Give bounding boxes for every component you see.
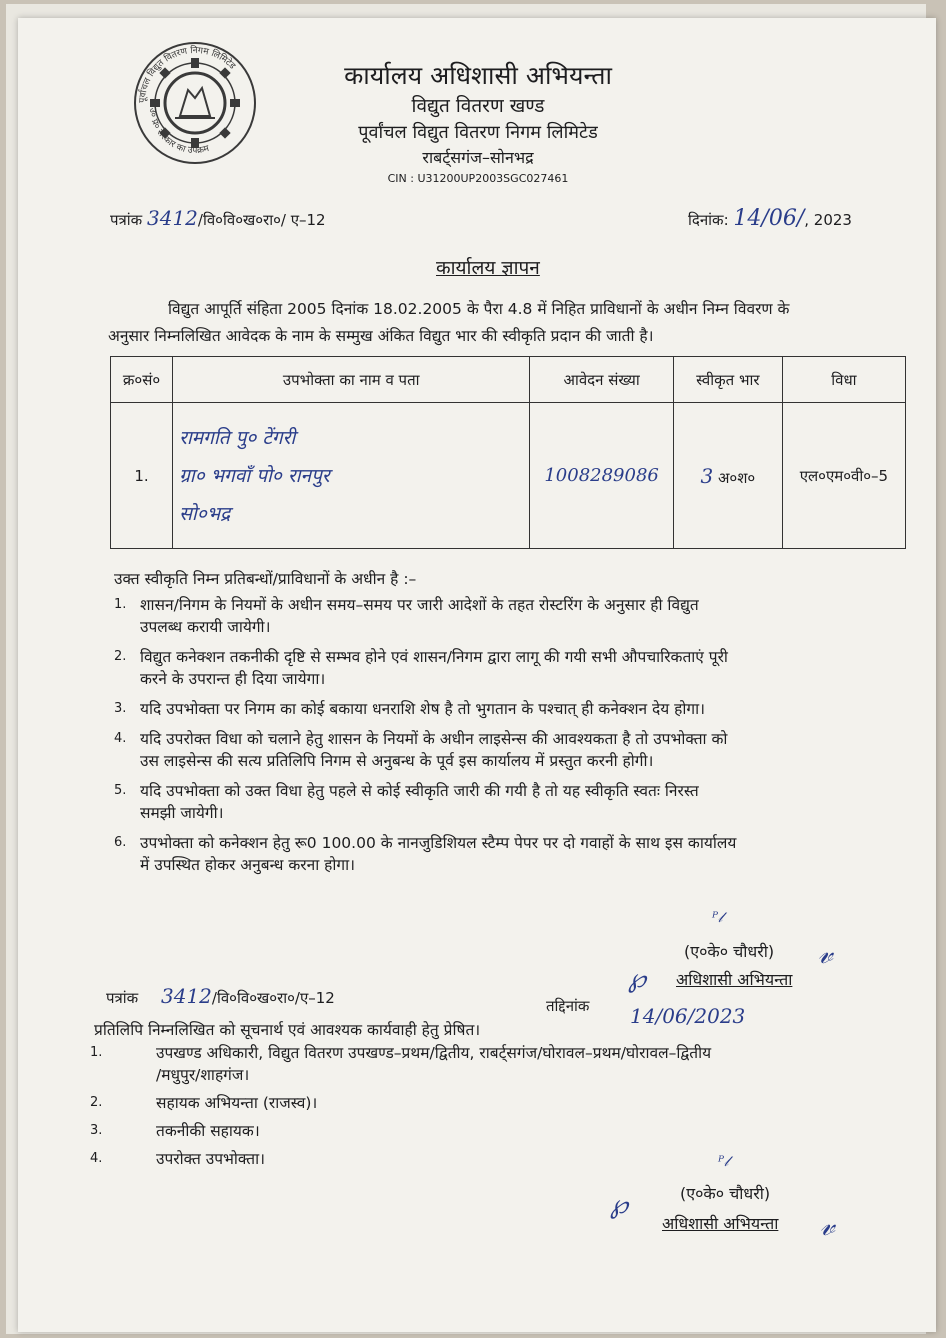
list-item-text bbox=[140, 728, 727, 772]
office-title: कार्यालय अधिशासी अभियन्ता bbox=[344, 61, 612, 90]
signature-block-1 bbox=[628, 910, 868, 1006]
list-item-number: 6. bbox=[114, 835, 127, 850]
conditions-title: उक्त स्वीकृति निम्न प्रतिबन्धों/प्राविधानों के अधीन है :– bbox=[114, 570, 417, 588]
list-item-number: 3. bbox=[114, 701, 127, 716]
ref2-label: पत्रांक bbox=[106, 989, 139, 1007]
copy-intro: प्रतिलिपि निम्नलिखित को सूचनार्थ एवं आवश्यक कार्यवाही हेतु प्रेषित। bbox=[94, 1021, 481, 1039]
signatory-designation: अधिशासी अभियन्ता bbox=[662, 1214, 779, 1233]
list-item-line: यदि उपभोक्ता पर निगम का कोई बकाया धनराशि शेष है तो भुगतान के पश्चात् ही कनेक्शन देय होगा। bbox=[140, 700, 706, 718]
reference-line bbox=[110, 206, 326, 230]
col-header-app: आवेदन संख्या bbox=[530, 357, 674, 403]
ref2-date-handwritten: 14/06/2023 bbox=[630, 1004, 746, 1028]
list-item-text bbox=[156, 1148, 265, 1170]
intro-line: विद्युत आपूर्ति संहिता 2005 दिनांक 18.02.2005 के पैरा 4.8 में निहित प्राविधानों के अधीन निम्न विवरण के bbox=[168, 300, 790, 318]
list-item-text bbox=[140, 646, 728, 690]
signatory-name: (ए०के० चौधरी) bbox=[680, 1184, 771, 1203]
list-item bbox=[114, 646, 914, 690]
list-item-number: 5. bbox=[114, 783, 127, 798]
ref-number-handwritten: 3412 bbox=[147, 206, 198, 230]
table-row bbox=[111, 403, 906, 549]
tick-mark: 𝓋 bbox=[820, 1208, 835, 1243]
district-line: सो०भद्र bbox=[179, 502, 231, 525]
list-item bbox=[114, 698, 914, 720]
list-item-text bbox=[140, 832, 736, 876]
col-header-load: स्वीकृत भार bbox=[673, 357, 782, 403]
tick-mark: 𝓋 bbox=[818, 936, 833, 971]
list-item-line: करने के उपरान्त ही दिया जायेगा। bbox=[140, 670, 326, 688]
table-header-row bbox=[111, 357, 906, 403]
list-item-line: /मधुपुर/शाहगंज। bbox=[156, 1066, 250, 1084]
company-name: पूर्वांचल विद्युत वितरण निगम लिमिटेड bbox=[358, 122, 598, 143]
signatory-designation: अधिशासी अभियन्ता bbox=[676, 970, 793, 989]
list-item-line: तकनीकी सहायक। bbox=[156, 1122, 260, 1140]
cell-application-number: 1008289086 bbox=[530, 403, 674, 549]
list-item-line: उपरोक्त उपभोक्ता। bbox=[156, 1150, 265, 1168]
ref2-number-handwritten: 3412 bbox=[161, 984, 212, 1008]
sanction-table bbox=[110, 356, 906, 549]
division-name: विद्युत वितरण खण्ड bbox=[411, 95, 545, 117]
ref2-date-label: तद्दिनांक bbox=[546, 997, 590, 1015]
memo-title: कार्यालय ज्ञापन bbox=[436, 257, 540, 279]
seal-top-text: पूर्वांचल विद्युत वितरण निगम लिमिटेड bbox=[137, 45, 237, 104]
copy-list bbox=[90, 1042, 890, 1176]
cell-sno: 1. bbox=[111, 403, 173, 549]
list-item-number: 1. bbox=[114, 597, 127, 612]
ref2-suffix: /वि०वि०ख०रा०/ए–12 bbox=[211, 989, 335, 1007]
list-item-line: विद्युत कनेक्शन तकनीकी दृष्टि से सम्भव होने एवं शासन/निगम द्वारा लागू की गयी सभी औपचारिकताएं पूरी bbox=[140, 648, 728, 666]
signature-scribble: ℘ bbox=[610, 1190, 629, 1220]
list-item-line: समझी जायेगी। bbox=[140, 804, 224, 822]
load-unit: अ०श० bbox=[717, 468, 756, 487]
list-item-line: उपभोक्ता को कनेक्शन हेतु रू0 100.00 के नानजुडिशियल स्टैम्प पेपर पर दो गवाहों के साथ इस कार्यालय bbox=[140, 834, 737, 852]
list-item-line: यदि उपरोक्त विधा को चलाने हेतु शासन के नियमों के अधीन लाइसेन्स की आवश्यकता है तो उपभोक्ता को bbox=[140, 730, 728, 748]
col-header-category: विधा bbox=[782, 357, 905, 403]
list-item-number: 4. bbox=[90, 1151, 103, 1166]
list-item bbox=[114, 728, 914, 772]
list-item-line: शासन/निगम के नियमों के अधीन समय–समय पर जारी आदेशों के तहत रोस्टरिंग के अनुसार ही विद्युत bbox=[140, 596, 699, 614]
list-item-text bbox=[156, 1120, 260, 1142]
initials-mark: ᴾ𝓁 bbox=[718, 1154, 729, 1170]
date-handwritten: 14/06/ bbox=[733, 206, 805, 231]
list-item-text bbox=[140, 594, 699, 638]
date-line bbox=[688, 206, 852, 231]
cell-name-address bbox=[173, 403, 530, 549]
reference-line-2 bbox=[106, 984, 335, 1008]
document-page bbox=[18, 18, 936, 1332]
signatory-name: (ए०के० चौधरी) bbox=[684, 942, 775, 961]
signature-scribble: ℘ bbox=[628, 964, 647, 994]
initials-mark: ᴾ𝓁 bbox=[712, 910, 723, 926]
list-item-line: उपलब्ध करायी जायेगी। bbox=[140, 618, 271, 636]
col-header-name: उपभोक्ता का नाम व पता bbox=[173, 357, 530, 403]
intro-line: अनुसार निम्नलिखित आवेदक के नाम के सम्मुख अंकित विद्युत भार की स्वीकृति प्रदान की जाती है। bbox=[108, 327, 654, 345]
list-item bbox=[90, 1120, 890, 1142]
list-item-text bbox=[140, 780, 699, 824]
list-item-number: 4. bbox=[114, 731, 127, 746]
seal-bottom-text: उ० प्र० सरकार का उपक्रम bbox=[146, 107, 211, 157]
signature-block-2 bbox=[610, 1154, 870, 1250]
ref-suffix: /वि०वि०ख०रा०/ ए–12 bbox=[197, 211, 326, 229]
list-item-text bbox=[156, 1042, 711, 1086]
location-name: राबर्ट्सगंज–सोनभद्र bbox=[422, 148, 534, 167]
list-item bbox=[114, 780, 914, 824]
col-header-sno: क्र०सं० bbox=[111, 357, 173, 403]
list-item bbox=[90, 1042, 890, 1086]
list-item-text bbox=[156, 1092, 317, 1114]
address-line: ग्रा० भगवाँ पो० रानपुर bbox=[179, 464, 330, 487]
list-item-number: 1. bbox=[90, 1045, 103, 1060]
list-item-number: 3. bbox=[90, 1123, 103, 1138]
conditions-section bbox=[114, 568, 914, 884]
ref-label: पत्रांक bbox=[110, 211, 143, 229]
date-label: दिनांक: bbox=[688, 211, 729, 229]
list-item-line: यदि उपभोक्ता को उक्त विधा हेतु पहले से कोई स्वीकृति जारी की गयी है तो यह स्वीकृति स्वतः निरस्त bbox=[140, 782, 699, 800]
cell-category: एल०एम०वी०–5 bbox=[782, 403, 905, 549]
list-item-text bbox=[140, 698, 705, 720]
list-item bbox=[90, 1092, 890, 1114]
list-item bbox=[114, 832, 914, 876]
list-item-line: उस लाइसेन्स की सत्य प्रतिलिपि निगम से अनुबन्ध के पूर्व इस कार्यालय में प्रस्तुत करनी होगी। bbox=[140, 752, 654, 770]
list-item-line: में उपस्थित होकर अनुबन्ध करना होगा। bbox=[140, 856, 356, 874]
cell-sanctioned-load bbox=[673, 403, 782, 549]
list-item-line: सहायक अभियन्ता (राजस्व)। bbox=[156, 1094, 318, 1112]
date-year: , 2023 bbox=[804, 211, 852, 229]
list-item-number: 2. bbox=[90, 1095, 103, 1110]
list-item-line: उपखण्ड अधिकारी, विद्युत वितरण उपखण्ड–प्रथम/द्वितीय, राबर्ट्सगंज/घोरावल–प्रथम/घोरावल–द्वितीय bbox=[156, 1044, 712, 1062]
name-line: रामगति पु० टेंगरी bbox=[179, 426, 296, 449]
load-number: 3 bbox=[700, 463, 714, 488]
list-item-number: 2. bbox=[114, 649, 127, 664]
list-item bbox=[114, 594, 914, 638]
cin-number: CIN : U31200UP2003SGC027461 bbox=[387, 172, 569, 185]
intro-paragraph bbox=[108, 296, 918, 350]
